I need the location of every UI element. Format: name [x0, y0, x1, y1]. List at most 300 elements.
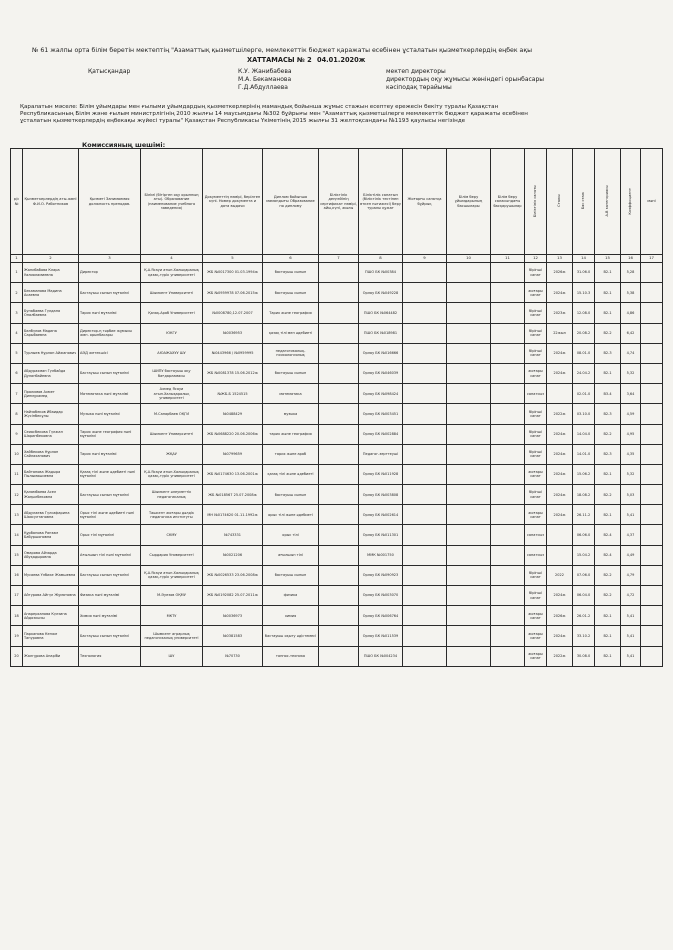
cell-doc: №0008780,12.07.2007 [203, 303, 263, 323]
cell-empty [641, 323, 663, 343]
cell-pos: Директор-ң тәрбие жұмысы жөн. орынбасары [79, 323, 141, 343]
member-role: директордың оқу жұмысы жөніндегі орынбасары [386, 76, 545, 83]
cell-stage: 2026ж [547, 263, 573, 283]
cell-empty [447, 565, 491, 585]
cell-doc: №70730 [203, 646, 263, 666]
cell-cat: санатсыз [525, 525, 547, 545]
cell-cat: бірінші санат [525, 565, 547, 585]
table-row [11, 626, 663, 646]
column-number: 2 [23, 255, 79, 263]
cell-n: 12 [11, 485, 23, 505]
cell-empty [403, 444, 447, 464]
cell-empty [491, 565, 525, 585]
cell-empty [641, 263, 663, 283]
cell-n: 18 [11, 606, 23, 626]
cell-cert: Орлау БК №011539 [359, 626, 403, 646]
cell-edu: Ахмед Ясауи атын.Халықаралық университеті [141, 384, 203, 404]
cell-spec: музыка [263, 404, 319, 424]
cell-doc: ЖБ №0081378 15.06.2012ж [203, 363, 263, 383]
cell-gen: 12.08.0 [573, 303, 595, 323]
cell-empty [641, 444, 663, 464]
table-row [11, 424, 663, 444]
table-header: A-B категориясы [595, 149, 621, 255]
cell-name: Бупабаева Гүлдана Оналбаевна [23, 303, 79, 323]
cell-empty [491, 283, 525, 303]
cell-empty [447, 646, 491, 666]
cell-empty [447, 444, 491, 464]
cell-empty [403, 384, 447, 404]
cell-spec: бастауыш сынып [263, 565, 319, 585]
table-row [11, 263, 663, 283]
column-number: 7 [319, 255, 359, 263]
cell-doc: ЖБ №0688220 20.06.2006ж [203, 424, 263, 444]
cell-stage: 22жыл [547, 323, 573, 343]
cell-stage: 2024ж [547, 626, 573, 646]
cell-gen: 18.08.2 [573, 485, 595, 505]
cell-name: Абдурахман Гүлбайда Дуланбайевна [23, 363, 79, 383]
cell-edu: М.Сапарбаев ОҚГИ [141, 404, 203, 424]
cell-stage: 2022ж [547, 646, 573, 666]
cell-spec: математика [263, 384, 319, 404]
table-row [11, 646, 663, 666]
cell-empty [403, 646, 447, 666]
cell-edu: Сырдария Университеті [141, 545, 203, 565]
column-number: 12 [525, 255, 547, 263]
table-header: Коэффициент [621, 149, 641, 255]
cell-name: Құрбанова Ранзам Бабуршоновна [23, 525, 79, 545]
cell-cat: жоғары санат [525, 606, 547, 626]
cell-empty [491, 505, 525, 525]
cell-doc: №0488429 [203, 404, 263, 424]
cell-ab: B2-4 [595, 525, 621, 545]
table-row [11, 586, 663, 606]
cell-empty [641, 404, 663, 424]
cell-empty [447, 283, 491, 303]
cell-empty [447, 586, 491, 606]
cell-cert: Орлау БК №003808 [359, 485, 403, 505]
column-number: 3 [79, 255, 141, 263]
cell-cert: ПШО БК №064482 [359, 303, 403, 323]
cell-n: 3 [11, 303, 23, 323]
cell-n: 15 [11, 545, 23, 565]
cell-empty [403, 525, 447, 545]
cell-edu: МКТУ [141, 606, 203, 626]
cell-coef: 5,38 [621, 283, 641, 303]
column-number-row [11, 255, 663, 263]
cell-empty [319, 626, 359, 646]
cell-ab: B2-1 [595, 505, 621, 525]
cell-spec: орыс тілі және әдебиеті [263, 505, 319, 525]
cell-empty [491, 363, 525, 383]
cell-cat: бірінші санат [525, 343, 547, 363]
staff-table [10, 148, 663, 667]
cell-gen: 14.04.0 [573, 424, 595, 444]
cell-doc: №ЖБ-Б 1524515 [203, 384, 263, 404]
cell-pos: Тарих пәні мұғалімі [79, 444, 141, 464]
cell-empty [403, 303, 447, 323]
cell-gen: 03.10.0 [573, 404, 595, 424]
cell-cert: Орлау БК №049228 [359, 283, 403, 303]
cell-cat: санатсыз [525, 545, 547, 565]
cell-empty [491, 303, 525, 323]
table-row [11, 283, 663, 303]
cell-stage: 2024ж [547, 283, 573, 303]
cell-edu: Шымкент әлеуметтік педагогикалық [141, 485, 203, 505]
cell-empty [319, 586, 359, 606]
cell-name: Анарерханова Күлзипа Айдозкызы [23, 606, 79, 626]
cell-empty [491, 586, 525, 606]
cell-doc: №0021206 [203, 545, 263, 565]
cell-empty [641, 606, 663, 626]
cell-cert: ПШО БК №00384 [359, 263, 403, 283]
cell-doc: ЖБ №0192082 25.07.2011ж [203, 586, 263, 606]
table-row [11, 384, 663, 404]
cell-pos: Физика пәні мұғалімі [79, 586, 141, 606]
cell-cert: Педагог-зерттеуші [359, 444, 403, 464]
cell-ab: B2-2 [595, 424, 621, 444]
cell-empty [403, 263, 447, 283]
cell-empty [319, 525, 359, 545]
cell-n: 1 [11, 263, 23, 283]
cell-pos: АӘД жетекшісі [79, 343, 141, 363]
cell-doc: ЖБ №018567 25.07.2008ж [203, 485, 263, 505]
cell-gen: 26.01.2 [573, 606, 595, 626]
cell-spec: химия [263, 606, 319, 626]
cell-coef: 4,74 [621, 343, 641, 363]
cell-spec: бастауыш сынып [263, 485, 319, 505]
cell-empty [403, 404, 447, 424]
cell-n: 17 [11, 586, 23, 606]
cell-ab: B2-1 [595, 283, 621, 303]
cell-spec: қазақ тілі мен әдебиеті [263, 323, 319, 343]
cell-coef: 4,95 [621, 424, 641, 444]
table-header: Біліктілік санаты [525, 149, 547, 255]
cell-edu: Ташкент жоғары дәлдік педагогика институты [141, 505, 203, 525]
cell-spec: физика [263, 586, 319, 606]
cell-cert: Орлау БК №002614 [359, 505, 403, 525]
cell-coef: 5,41 [621, 646, 641, 666]
cell-pos: Бастауыш сынып мұғалімі [79, 283, 141, 303]
cell-empty [447, 303, 491, 323]
cell-spec: бастауыш сынып [263, 363, 319, 383]
table-header: Бас стаж [573, 149, 595, 255]
cell-edu: АЮАЖАХУУ ШУ [141, 343, 203, 363]
cell-pos: Математика пәні мұғалімі [79, 384, 141, 404]
cell-empty [319, 505, 359, 525]
cell-n: 8 [11, 404, 23, 424]
cell-empty [491, 485, 525, 505]
cell-ab: B2-2 [595, 565, 621, 585]
cell-gen: 15.04.2 [573, 545, 595, 565]
cell-coef: 5,32 [621, 464, 641, 484]
cell-empty [319, 263, 359, 283]
member-name: Г.Д.Абдуллаева [238, 84, 288, 91]
cell-empty [491, 384, 525, 404]
cell-empty [403, 626, 447, 646]
cell-n: 14 [11, 525, 23, 545]
cell-cert: Орлау БК №011301 [359, 525, 403, 545]
cell-empty [319, 404, 359, 424]
column-number: 1 [11, 255, 23, 263]
cell-empty [447, 404, 491, 424]
cell-empty [641, 545, 663, 565]
agenda-text [20, 104, 645, 125]
cell-stage: 2024ж [547, 464, 573, 484]
cell-empty [403, 283, 447, 303]
table-header: Стажы [547, 149, 573, 255]
cell-spec: бастауыш сынып [263, 263, 319, 283]
cell-ab: B2-1 [595, 303, 621, 323]
cell-spec: тарих және араб [263, 444, 319, 464]
member-role: мектеп директоры [386, 68, 446, 75]
cell-empty [491, 606, 525, 626]
cell-coef: 4,86 [621, 303, 641, 323]
cell-pos: Бастауыш сынып мұғалімі [79, 485, 141, 505]
cell-edu: Шымкент аграрлық педагогикалық университеті [141, 626, 203, 646]
cell-coef: 6,42 [621, 323, 641, 343]
cell-name: Абдулаева Гүлсафарина Шаясултановна [23, 505, 79, 525]
cell-coef: 5,28 [621, 263, 641, 283]
column-number: 5 [203, 255, 263, 263]
cell-empty [491, 343, 525, 363]
cell-cat: бірінші санат [525, 323, 547, 343]
table-row [11, 565, 663, 585]
column-number: 15 [595, 255, 621, 263]
cell-stage: 2022 [547, 565, 573, 585]
table-row [11, 505, 663, 525]
cell-gen: 31.06.0 [573, 263, 595, 283]
cell-edu: М.Әуезов ОҚМУ [141, 586, 203, 606]
cell-cat: жоғары санат [525, 505, 547, 525]
cell-gen: 06.06.0 [573, 525, 595, 545]
table-row [11, 464, 663, 484]
cell-cat: бірінші санат [525, 485, 547, 505]
cell-stage: 2024ж [547, 444, 573, 464]
cell-empty [641, 384, 663, 404]
agenda-line: ұсталатын қызметкерлердің еңбекақы жүйесі туралы" Қазақстан Республикасы Үкіметінің 2015 жылғы 31 желтоқсандағы №1193 қаулысы негізінде [20, 118, 466, 124]
cell-n: 5 [11, 343, 23, 363]
cell-ab: B2-3 [595, 404, 621, 424]
cell-ab: B2-1 [595, 646, 621, 666]
cell-gen: 20.08.2 [573, 323, 595, 343]
cell-name: Сеиасбекова Гүлжан Шарипбековна [23, 424, 79, 444]
cell-spec: педагогикалық-психологиялық [263, 343, 319, 363]
cell-empty [491, 323, 525, 343]
cell-cert: Орлау БК №006764 [359, 606, 403, 626]
cell-n: 6 [11, 363, 23, 383]
cell-doc: ЖБ №0174630 13.06.2001ж [203, 464, 263, 484]
cell-empty [447, 545, 491, 565]
cell-ab: B2-1 [595, 606, 621, 626]
cell-pos: Директор [79, 263, 141, 283]
cell-ab: B2-2 [595, 586, 621, 606]
cell-empty [641, 525, 663, 545]
cell-empty [641, 343, 663, 363]
cell-empty [403, 323, 447, 343]
cell-empty [641, 586, 663, 606]
cell-coef: 4,37 [621, 525, 641, 545]
commission-block [88, 68, 544, 92]
cell-empty [319, 464, 359, 484]
column-number: 9 [403, 255, 447, 263]
cell-gen: 15.10.3 [573, 283, 595, 303]
table-row [11, 343, 663, 363]
cell-pos: Технология [79, 646, 141, 666]
table-row [11, 303, 663, 323]
cell-coef: 4,72 [621, 586, 641, 606]
cell-spec: ағылшын тілі [263, 545, 319, 565]
table-header: Білім беру ұйымдарының басшылары [447, 149, 491, 255]
cell-stage: 2024ж [547, 586, 573, 606]
cell-empty [641, 424, 663, 444]
cell-empty [403, 485, 447, 505]
cell-empty [319, 303, 359, 323]
cell-cat: бірінші санат [525, 444, 547, 464]
cell-stage: 2024ж [547, 505, 573, 525]
cell-spec: орыс тілі [263, 525, 319, 545]
cell-empty [491, 404, 525, 424]
cell-n: 13 [11, 505, 23, 525]
table-header: Білімі (бітірген оқу орынның аты). Образование (наименование учебного заведения) [141, 149, 203, 255]
table-row [11, 444, 663, 464]
cell-cat: бірінші санат [525, 303, 547, 323]
cell-empty [491, 525, 525, 545]
cell-pos: Тарих және география пәні мұғалімі [79, 424, 141, 444]
cell-stage: 2023ж [547, 303, 573, 323]
cell-cert: Орлау БК №003451 [359, 404, 403, 424]
cell-empty [403, 565, 447, 585]
table-header: р/с № [11, 149, 23, 255]
cell-cert: Орлау БК №090923 [359, 565, 403, 585]
cell-empty [641, 363, 663, 383]
cell-empty [447, 525, 491, 545]
column-number: 10 [447, 255, 491, 263]
cell-doc: ЖБ №0959978 07.06.2015ж [203, 283, 263, 303]
cell-empty [641, 485, 663, 505]
cell-coef: 4,49 [621, 545, 641, 565]
table-row [11, 485, 663, 505]
cell-gen: 15.06.2 [573, 464, 595, 484]
cell-n: 10 [11, 444, 23, 464]
cell-n: 11 [11, 464, 23, 484]
cell-empty [447, 323, 491, 343]
cell-pos: Химия пәні мұғалімі [79, 606, 141, 626]
cell-cert: Орлау БК №098424 [359, 384, 403, 404]
cell-cat: бірінші санат [525, 586, 547, 606]
cell-empty [641, 303, 663, 323]
cell-edu: Қ.А.Ясауи атын.Халықаралық қазақ-түрік университеті [141, 464, 203, 484]
cell-pos: Тарих пәні мұғалімі [79, 303, 141, 323]
header-line: № 61 жалпы орта білім беретін мектептің "Азаматтық қызметшілерге, мемлекеттік бюджет қаражаты есебінен ұсталатын қызметкерлердің еңбек ақы [32, 47, 532, 54]
cell-name: Байтанова Жадыра Пылымашиевна [23, 464, 79, 484]
cell-edu: ЖҚАУ [141, 444, 203, 464]
cell-stage [547, 525, 573, 545]
cell-empty [641, 565, 663, 585]
table-header: Жоғарғы санатқа бұйрық [403, 149, 447, 255]
cell-pos: Орыс тілі мұғалімі [79, 525, 141, 545]
cell-name: Парканова Кенже Тапуровна [23, 626, 79, 646]
cell-empty [403, 424, 447, 444]
cell-empty [319, 384, 359, 404]
cell-cat: бірінші санат [525, 404, 547, 424]
cell-stage [547, 545, 573, 565]
cell-spec: тоннос-техника [263, 646, 319, 666]
table-header: Диплом бойынша мамандығы Образование по диплому [263, 149, 319, 255]
cell-ab: B2-1 [595, 363, 621, 383]
cell-n: 2 [11, 283, 23, 303]
cell-empty [447, 606, 491, 626]
cell-empty [319, 444, 359, 464]
cell-empty [319, 424, 359, 444]
cell-edu: ШИПУ бастауыш оқу бағдарламасы [141, 363, 203, 383]
cell-gen: 33.10.2 [573, 626, 595, 646]
agenda-line: Қаралатын мәселе: Білім ұйымдары мен ғылыми ұйымдардың қызметкерлерінің мамандық бойынша жұмыс стажын есептеу ережесін бекіту туралы Қазақстан [20, 104, 499, 110]
cell-empty [319, 323, 359, 343]
cell-empty [641, 626, 663, 646]
cell-pos: Музыка пәні мұғалімі [79, 404, 141, 424]
table-header: Қызметкерлердің аты-жөні Ф.И.О. Работников [23, 149, 79, 255]
cell-name: Бекаманова Мадина Асаевна [23, 283, 79, 303]
cell-cat: жоғары санат [525, 646, 547, 666]
cell-empty [403, 464, 447, 484]
cell-cert: Орлау БК №003070 [359, 586, 403, 606]
cell-empty [403, 545, 447, 565]
cell-ab: B2-2 [595, 323, 621, 343]
table-header-row [11, 149, 663, 255]
cell-empty [319, 363, 359, 383]
cell-ab: B2-1 [595, 626, 621, 646]
cell-ab: B2-2 [595, 485, 621, 505]
document-title: ХАТТАМАСЫ № 2 [247, 56, 312, 64]
cell-edu: Қ.А.Ясауи атын.Халықаралық қазақ-түрік университеті [141, 263, 203, 283]
cell-empty [491, 646, 525, 666]
member-role: кәсіподақ төрайымы [386, 84, 452, 91]
cell-empty [641, 505, 663, 525]
cell-empty [447, 485, 491, 505]
cell-cat: бірінші санат [525, 263, 547, 283]
cell-empty [491, 464, 525, 484]
table-row [11, 525, 663, 545]
cell-stage: 2022ж [547, 404, 573, 424]
cell-empty [491, 263, 525, 283]
cell-cat: жоғары санат [525, 626, 547, 646]
cell-n: 19 [11, 626, 23, 646]
column-number: 11 [491, 255, 525, 263]
cell-stage: 2024ж [547, 343, 573, 363]
cell-cat: жоғары санат [525, 283, 547, 303]
cell-gen: 26.11.2 [573, 505, 595, 525]
cell-spec: бастауыш сынып [263, 283, 319, 303]
cell-empty [403, 606, 447, 626]
column-number: 8 [359, 255, 403, 263]
cell-empty [447, 384, 491, 404]
cell-edu: Шымкент Университеті [141, 424, 203, 444]
cell-edu: СКМУ [141, 525, 203, 545]
cell-cert: ПШО БК №018981 [359, 323, 403, 343]
cell-empty [319, 646, 359, 666]
column-number: 17 [641, 255, 663, 263]
cell-gen: 07.06.0 [573, 565, 595, 585]
cell-empty [319, 485, 359, 505]
decision-label: Комиссияның шешімі: [82, 141, 166, 149]
cell-gen: 24.04.2 [573, 363, 595, 383]
table-header: мәні [641, 149, 663, 255]
cell-cert: Орлау БК №002884 [359, 424, 403, 444]
cell-n: 20 [11, 646, 23, 666]
cell-doc: ЖБ №0017300 01.03.1994ж [203, 263, 263, 283]
cell-edu: ЮКГУ [141, 323, 203, 343]
cell-stage: 2024ж [547, 363, 573, 383]
